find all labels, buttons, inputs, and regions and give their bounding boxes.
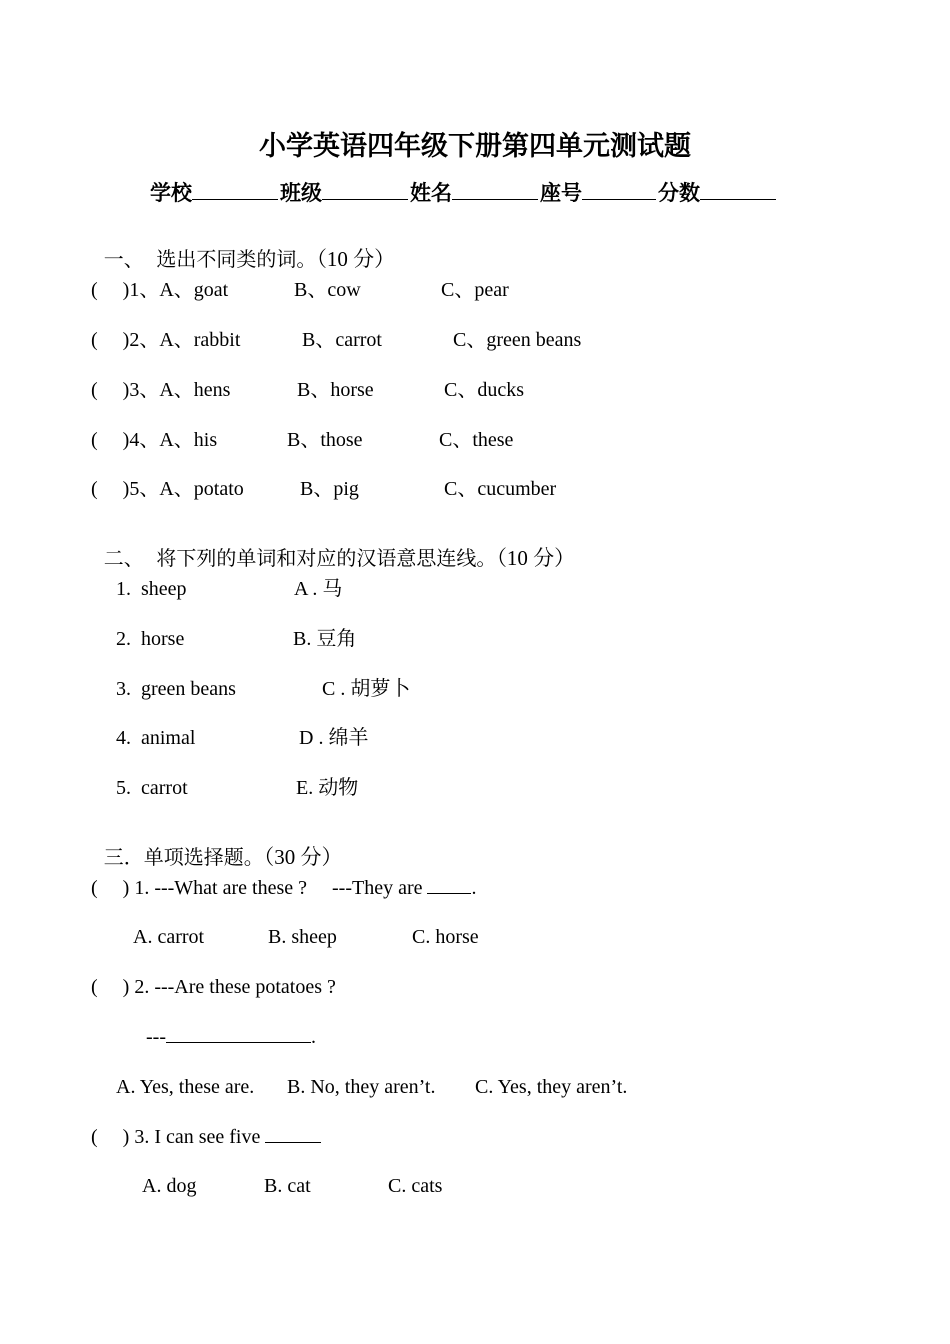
section3-heading (91, 827, 342, 868)
s3-q3-stem (91, 1127, 321, 1147)
s3-q2-answer-prefix: --- (146, 1026, 166, 1048)
s1-q5-option-c: C、cucumber (444, 478, 557, 500)
s1-q4-option-b: B、those (287, 429, 363, 451)
section1-heading (91, 229, 395, 270)
s1-q4-stem: ( )4、A、his (91, 429, 218, 451)
s3-q2-blank[interactable] (166, 1042, 311, 1043)
class-blank[interactable] (322, 179, 408, 200)
s3-q2-answer-end: . (310, 1026, 316, 1048)
meaning-c-letter: C . (322, 678, 351, 700)
name-blank[interactable] (452, 179, 538, 200)
s1-q2-option-b: B、carrot (302, 329, 382, 351)
meaning-b-text: 豆角 (316, 626, 357, 650)
s1-q2-stem: ( )2、A、rabbit (91, 329, 241, 351)
s3-q2-option-b: B. No, they aren’t. (287, 1076, 436, 1098)
s3-q1-end: . (471, 877, 477, 899)
school-blank[interactable] (192, 179, 278, 200)
meaning-b-letter: B. (293, 628, 317, 650)
meaning-a-letter: A . (294, 578, 323, 600)
score-label: 分数 (658, 181, 700, 205)
school-label: 学校 (150, 181, 192, 205)
s1-q3-option-c: C、ducks (444, 379, 524, 401)
s3-q1-stem-text: ( ) 1. ---What are these ? ---They are (91, 877, 428, 899)
section3-score: （30 分） (263, 845, 343, 869)
score-blank[interactable] (700, 179, 776, 200)
s3-q3-option-a: A. dog (142, 1175, 197, 1197)
s1-q1-stem: ( )1、A、goat (91, 279, 229, 301)
section3-heading-text: 三．单项选择题。 (103, 845, 264, 869)
match-word-2: 2. horse (116, 628, 185, 650)
student-info-line (150, 179, 778, 204)
s1-q5-stem: ( )5、A、potato (91, 478, 244, 500)
match-meaning-c (322, 678, 410, 699)
match-word-3: 3. green beans (116, 678, 236, 700)
match-meaning-d (299, 727, 368, 748)
s3-q3-option-b: B. cat (264, 1175, 311, 1197)
section2-heading (91, 528, 575, 569)
meaning-a-text: 马 (322, 576, 343, 600)
s3-q2-option-c: C. Yes, they aren’t. (475, 1076, 628, 1098)
seat-label: 座号 (540, 181, 582, 205)
s3-q1-option-b: B. sheep (268, 926, 337, 948)
meaning-e-letter: E. (296, 777, 319, 799)
meaning-d-letter: D . (299, 727, 329, 749)
match-meaning-b (293, 628, 356, 649)
section2-score: （10 分） (496, 546, 576, 570)
page-title: 小学英语四年级下册第四单元测试题 (259, 131, 691, 162)
s1-q2-option-c: C、green beans (453, 329, 582, 351)
s1-q4-option-c: C、these (439, 429, 514, 451)
s1-q5-option-b: B、pig (300, 478, 359, 500)
s3-q3-stem-text: ( ) 3. I can see five (91, 1126, 266, 1148)
name-label: 姓名 (410, 181, 452, 205)
section2-heading-text: 二、 将下列的单词和对应的汉语意思连线。 (103, 546, 497, 570)
s3-q1-option-a: A. carrot (133, 926, 205, 948)
match-word-1: 1. sheep (116, 578, 187, 600)
section1-score: （10 分） (316, 247, 396, 271)
s3-q2-answer (146, 1027, 316, 1047)
s3-q2-stem: ( ) 2. ---Are these potatoes ? (91, 976, 336, 998)
s1-q3-stem: ( )3、A、hens (91, 379, 231, 401)
s3-q1-stem (91, 878, 476, 898)
s1-q1-option-c: C、pear (441, 279, 509, 301)
match-word-5: 5. carrot (116, 777, 188, 799)
s3-q1-blank[interactable] (427, 893, 471, 894)
s3-q1-option-c: C. horse (412, 926, 479, 948)
meaning-c-text: 胡萝卜 (350, 676, 411, 700)
seat-blank[interactable] (582, 179, 656, 200)
meaning-d-text: 绵羊 (328, 725, 369, 749)
s3-q3-option-c: C. cats (388, 1175, 443, 1197)
s1-q3-option-b: B、horse (297, 379, 374, 401)
match-meaning-e (296, 777, 358, 798)
match-meaning-a (294, 578, 342, 599)
class-label: 班级 (280, 181, 322, 205)
s3-q3-blank[interactable] (265, 1142, 321, 1143)
s1-q1-option-b: B、cow (294, 279, 361, 301)
match-word-4: 4. animal (116, 727, 196, 749)
section1-heading-text: 一、 选出不同类的词。 (103, 247, 317, 271)
s3-q2-option-a: A. Yes, these are. (116, 1076, 255, 1098)
meaning-e-text: 动物 (318, 775, 359, 799)
